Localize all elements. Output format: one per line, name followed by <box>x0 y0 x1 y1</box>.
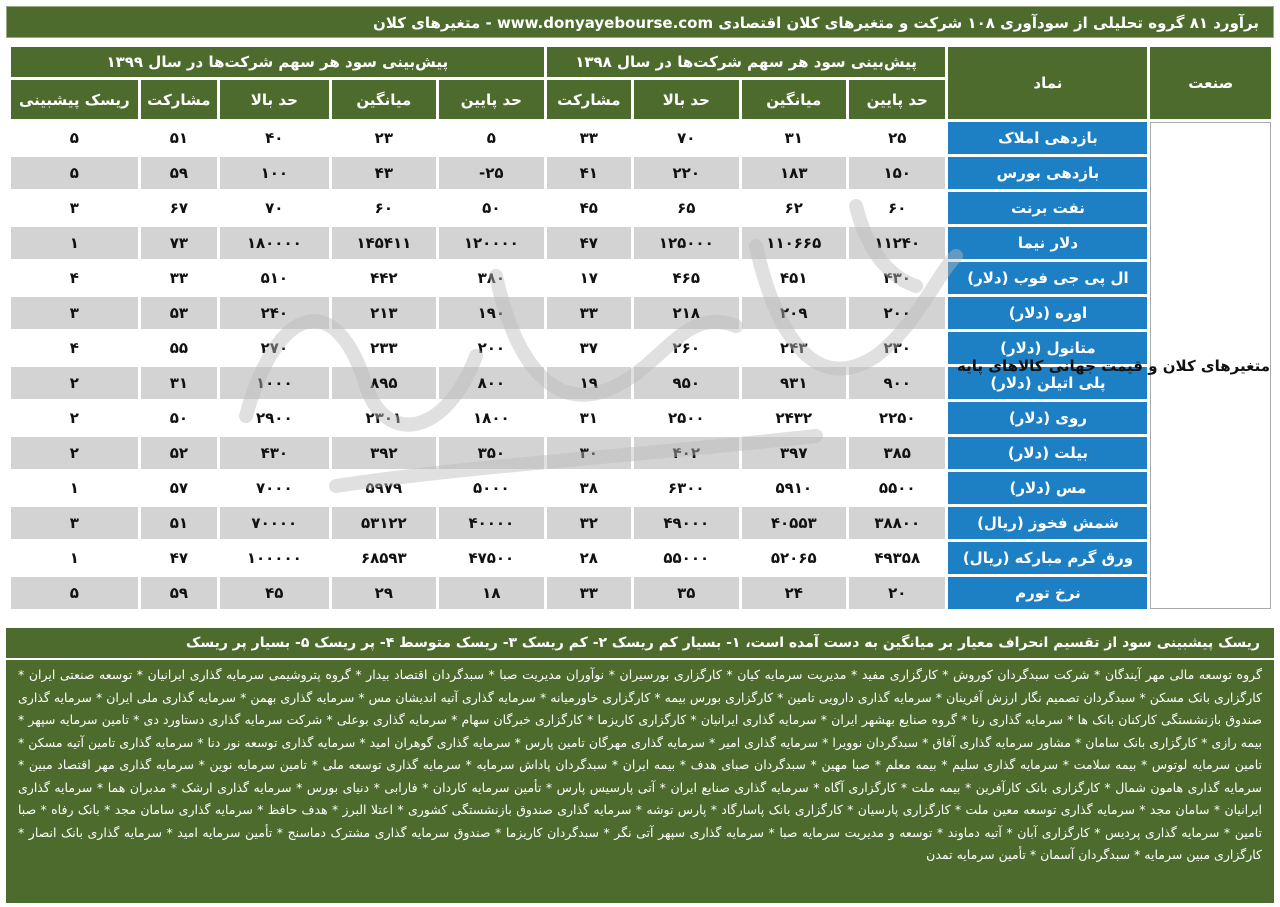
participation-1399-cell: ۳۳ <box>141 262 217 294</box>
high-1398-cell: ۱۲۵۰۰۰ <box>634 227 739 259</box>
low-1398-cell: ۳۸۸۰۰ <box>849 507 945 539</box>
risk-1399-cell: ۴ <box>11 262 138 294</box>
low-1399-cell: ۲۵- <box>439 157 544 189</box>
participation-1399-cell: ۵۹ <box>141 157 217 189</box>
low-1399-cell: ۱۲۰۰۰۰ <box>439 227 544 259</box>
symbol-cell: نفت برنت <box>948 192 1147 224</box>
low-1399-cell: ۳۵۰ <box>439 437 544 469</box>
high-1399-cell: ۷۰ <box>220 192 329 224</box>
low-1398-cell: ۵۵۰۰ <box>849 472 945 504</box>
symbol-cell: نرخ تورم <box>948 577 1147 609</box>
table-row <box>11 437 1271 469</box>
symbol-cell: روی (دلار) <box>948 402 1147 434</box>
avg-1399-cell: ۴۴۲ <box>332 262 437 294</box>
avg-1398-cell: ۱۱۰۶۶۵ <box>742 227 847 259</box>
participation-1398-cell: ۳۳ <box>547 297 631 329</box>
risk-1399-cell: ۱ <box>11 542 138 574</box>
participation-1398-cell: ۳۸ <box>547 472 631 504</box>
high-1399-cell: ۱۰۰ <box>220 157 329 189</box>
avg-1399-cell: ۵۳۱۲۲ <box>332 507 437 539</box>
participation-1399-cell: ۷۳ <box>141 227 217 259</box>
header-symbol: نماد <box>948 47 1147 119</box>
low-1399-cell: ۳۸۰ <box>439 262 544 294</box>
header-participation-1399: مشارکت <box>141 80 217 119</box>
symbol-cell: بازدهی بورس <box>948 157 1147 189</box>
table-row <box>11 192 1271 224</box>
participation-1398-cell: ۳۱ <box>547 402 631 434</box>
avg-1398-cell: ۶۲ <box>742 192 847 224</box>
high-1398-cell: ۶۵ <box>634 192 739 224</box>
low-1398-cell: ۱۵۰ <box>849 157 945 189</box>
high-1399-cell: ۴۳۰ <box>220 437 329 469</box>
avg-1399-cell: ۲۳ <box>332 122 437 154</box>
high-1398-cell: ۴۹۰۰۰ <box>634 507 739 539</box>
low-1399-cell: ۲۰۰ <box>439 332 544 364</box>
table-row <box>11 262 1271 294</box>
high-1399-cell: ۵۱۰ <box>220 262 329 294</box>
avg-1398-cell: ۳۹۷ <box>742 437 847 469</box>
participation-1399-cell: ۵۹ <box>141 577 217 609</box>
avg-1399-cell: ۲۳۰۱ <box>332 402 437 434</box>
symbol-cell: اوره (دلار) <box>948 297 1147 329</box>
avg-1399-cell: ۳۹۲ <box>332 437 437 469</box>
table-row <box>11 297 1271 329</box>
header-avg-1399: میانگین <box>332 80 437 119</box>
high-1398-cell: ۳۵ <box>634 577 739 609</box>
risk-1399-cell: ۵ <box>11 577 138 609</box>
high-1398-cell: ۲۶۰ <box>634 332 739 364</box>
low-1399-cell: ۵۰ <box>439 192 544 224</box>
avg-1398-cell: ۵۹۱۰ <box>742 472 847 504</box>
avg-1398-cell: ۳۱ <box>742 122 847 154</box>
symbol-cell: مس (دلار) <box>948 472 1147 504</box>
low-1399-cell: ۱۸ <box>439 577 544 609</box>
participation-1399-cell: ۵۱ <box>141 507 217 539</box>
page <box>6 6 1274 903</box>
table-row <box>11 507 1271 539</box>
header-group-1399: پیش‌بینی سود هر سهم شرکت‌ها در سال ۱۳۹۹ <box>11 47 544 77</box>
low-1398-cell: ۲۵ <box>849 122 945 154</box>
participation-1399-cell: ۵۳ <box>141 297 217 329</box>
header-high-1398: حد بالا <box>634 80 739 119</box>
participation-1398-cell: ۱۹ <box>547 367 631 399</box>
high-1398-cell: ۴۶۵ <box>634 262 739 294</box>
participation-1399-cell: ۵۵ <box>141 332 217 364</box>
high-1398-cell: ۵۵۰۰۰ <box>634 542 739 574</box>
high-1399-cell: ۴۵ <box>220 577 329 609</box>
participation-1398-cell: ۳۷ <box>547 332 631 364</box>
avg-1398-cell: ۴۰۵۵۳ <box>742 507 847 539</box>
risk-1399-cell: ۲ <box>11 402 138 434</box>
header-participation-1398: مشارکت <box>547 80 631 119</box>
symbol-cell: ورق گرم مبارکه (ریال) <box>948 542 1147 574</box>
participation-1398-cell: ۴۱ <box>547 157 631 189</box>
high-1399-cell: ۴۰ <box>220 122 329 154</box>
participation-1398-cell: ۴۷ <box>547 227 631 259</box>
avg-1398-cell: ۲۴ <box>742 577 847 609</box>
high-1399-cell: ۲۷۰ <box>220 332 329 364</box>
avg-1398-cell: ۲۰۹ <box>742 297 847 329</box>
risk-1399-cell: ۲ <box>11 437 138 469</box>
low-1398-cell: ۳۸۵ <box>849 437 945 469</box>
high-1398-cell: ۶۳۰۰ <box>634 472 739 504</box>
participation-1399-cell: ۵۰ <box>141 402 217 434</box>
contributors-list: گروه توسعه مالی مهر آیندگان * شرکت سبدگردان کوروش * کارگزاری مفید * مدیریت سرمایه کیان * کارگزاری بورسیران * نوآوران مدیریت صبا * سبدگردان اقتصاد بیدار * گروه پتروشیمی سرمایه گذاری ایرانیان * توسعه صنعتی ایران * کارگزاری بانک مسکن * سبدگردان تصمیم نگار ارزش آفرینان * سرمایه گذاری دارویی تامین * کارگزاری بورس بیمه * کارگزاری خاورمیانه * سرمایه گذاری آتیه اندیشان مس * سرمایه گذاری بهمن * سرمایه گذاری ملی ایران * سرمایه گذاری صندوق بازنشستگی کارکنان بانک ها * سرمایه گذاری رنا * گروه صنایع بهشهر ایران * سرمایه گذاری ایرانیان * کارگزاری کاریزما * کارگزاری خبرگان سهام * سرمایه گذاری بوعلی * شرکت سرمایه گذاری دستاورد دی * تامین سرمایه سپهر * بیمه رازی * کارگزاری بانک سامان * مشاور سرمایه گذاری آفاق * سبدگردان نوویرا * سرمایه گذاری امیر * سرمایه گذاری مهرگان تامین پارس * سرمایه گذاری گوهران امید * سرمایه گذاری توسعه نور دنا * سرمایه گذاری تامین آتیه مسکن * تامین سرمایه لوتوس * بیمه سلامت * سرمایه گذاری سلیم * بیمه معلم * صبا مهین * سبدگردان صبای هدف * بیمه ایران * سبدگردان پاداش سرمایه * سرمایه گذاری توسعه ملی * تامین سرمایه نوین * سرمایه گذاری مهر اقتصاد مبین * سرمایه گذاری هامون شمال * کارگزاری بانک کارآفرین * بیمه ملت * کارگزاری آگاه * سرمایه گذاری صنایع ایران * آتی پارسیس پارس * تأمین سرمایه کاردان * فارابی * دنیای بورس * سرمایه گذاری ارشک * مدبران هما * سرمایه گذاری ایرانیان * سامان مجد * سرمایه گذاری توسعه معین ملت * کارگزاری پارسیان * کارگزاری بانک پاسارگاد * پارس توشه * سرمایه گذاری صندوق بازنشستگی کشوری * اعتلا البرز * هدف حافظ * سرمایه گذاری سامان مجد * بانک رفاه * صبا تامین * سرمایه گذاری پردیس * کارگزاری آبان * آتیه دماوند * توسعه و مدیریت سرمایه صبا * سرمایه گذاری سپهر آتی نگر * سبدگردان کاریزما * صندوق سرمایه گذاری مشترک دماسنج * تأمین سرمایه امید * سرمایه گذاری بانک انصار * کارگزاری مبین سرمایه * سبدگردان آسمان * تأمین سرمایه تمدن <box>6 660 1274 903</box>
symbol-cell: پلی اتیلن (دلار) <box>948 367 1147 399</box>
high-1398-cell: ۲۵۰۰ <box>634 402 739 434</box>
high-1398-cell: ۲۱۸ <box>634 297 739 329</box>
avg-1398-cell: ۹۳۱ <box>742 367 847 399</box>
low-1399-cell: ۱۹۰ <box>439 297 544 329</box>
participation-1399-cell: ۳۱ <box>141 367 217 399</box>
participation-1398-cell: ۳۰ <box>547 437 631 469</box>
participation-1398-cell: ۴۵ <box>547 192 631 224</box>
low-1398-cell: ۶۰ <box>849 192 945 224</box>
symbol-cell: بیلت (دلار) <box>948 437 1147 469</box>
participation-1398-cell: ۳۲ <box>547 507 631 539</box>
avg-1399-cell: ۴۳ <box>332 157 437 189</box>
avg-1399-cell: ۱۴۵۴۱۱ <box>332 227 437 259</box>
low-1398-cell: ۹۰۰ <box>849 367 945 399</box>
table-row <box>11 227 1271 259</box>
header-industry: صنعت <box>1150 47 1271 119</box>
avg-1399-cell: ۲۱۳ <box>332 297 437 329</box>
industry-category: متغیرهای کلان و قیمت جهانی کالاهای پایه <box>1150 122 1271 609</box>
risk-1399-cell: ۱ <box>11 472 138 504</box>
low-1399-cell: ۵۰۰۰ <box>439 472 544 504</box>
risk-1399-cell: ۱ <box>11 227 138 259</box>
participation-1398-cell: ۲۸ <box>547 542 631 574</box>
risk-1399-cell: ۳ <box>11 297 138 329</box>
symbol-cell: متانول (دلار) <box>948 332 1147 364</box>
macro-table <box>8 44 1274 612</box>
symbol-cell: دلار نیما <box>948 227 1147 259</box>
table-body <box>11 122 1271 609</box>
risk-1399-cell: ۳ <box>11 192 138 224</box>
risk-1399-cell: ۵ <box>11 157 138 189</box>
low-1399-cell: ۴۰۰۰۰ <box>439 507 544 539</box>
avg-1398-cell: ۱۸۳ <box>742 157 847 189</box>
avg-1399-cell: ۵۹۷۹ <box>332 472 437 504</box>
avg-1399-cell: ۶۰ <box>332 192 437 224</box>
table-row <box>11 122 1271 154</box>
low-1399-cell: ۵ <box>439 122 544 154</box>
low-1399-cell: ۴۷۵۰۰ <box>439 542 544 574</box>
risk-1399-cell: ۳ <box>11 507 138 539</box>
low-1398-cell: ۱۱۲۴۰ <box>849 227 945 259</box>
high-1398-cell: ۷۰ <box>634 122 739 154</box>
risk-1399-cell: ۵ <box>11 122 138 154</box>
page-title: برآورد ۸۱ گروه تحلیلی از سودآوری ۱۰۸ شرکت و متغیرهای کلان اقتصادی www.donyayebourse.com - متغیرهای کلان <box>6 6 1274 38</box>
header-low-1398: حد پایین <box>849 80 945 119</box>
table-row <box>11 542 1271 574</box>
low-1398-cell: ۲۲۵۰ <box>849 402 945 434</box>
low-1398-cell: ۴۹۳۵۸ <box>849 542 945 574</box>
participation-1399-cell: ۴۷ <box>141 542 217 574</box>
participation-1399-cell: ۵۲ <box>141 437 217 469</box>
high-1398-cell: ۴۰۲ <box>634 437 739 469</box>
table-row <box>11 157 1271 189</box>
avg-1398-cell: ۵۲۰۶۵ <box>742 542 847 574</box>
header-group-1398: پیش‌بینی سود هر سهم شرکت‌ها در سال ۱۳۹۸ <box>547 47 946 77</box>
high-1399-cell: ۷۰۰۰۰ <box>220 507 329 539</box>
high-1399-cell: ۱۸۰۰۰۰ <box>220 227 329 259</box>
header-risk-1399: ریسک پیشبینی <box>11 80 138 119</box>
participation-1398-cell: ۳۳ <box>547 577 631 609</box>
header-avg-1398: میانگین <box>742 80 847 119</box>
high-1398-cell: ۲۲۰ <box>634 157 739 189</box>
high-1399-cell: ۱۰۰۰ <box>220 367 329 399</box>
avg-1399-cell: ۶۸۵۹۳ <box>332 542 437 574</box>
avg-1399-cell: ۲۹ <box>332 577 437 609</box>
avg-1398-cell: ۲۴۳۲ <box>742 402 847 434</box>
high-1399-cell: ۲۴۰ <box>220 297 329 329</box>
avg-1399-cell: ۸۹۵ <box>332 367 437 399</box>
high-1399-cell: ۲۹۰۰ <box>220 402 329 434</box>
symbol-cell: بازدهی املاک <box>948 122 1147 154</box>
participation-1399-cell: ۵۷ <box>141 472 217 504</box>
participation-1398-cell: ۱۷ <box>547 262 631 294</box>
avg-1398-cell: ۲۴۳ <box>742 332 847 364</box>
low-1398-cell: ۲۳۰ <box>849 332 945 364</box>
high-1398-cell: ۹۵۰ <box>634 367 739 399</box>
participation-1399-cell: ۶۷ <box>141 192 217 224</box>
participation-1399-cell: ۵۱ <box>141 122 217 154</box>
table-row <box>11 577 1271 609</box>
participation-1398-cell: ۳۳ <box>547 122 631 154</box>
symbol-cell: ال پی جی فوب (دلار) <box>948 262 1147 294</box>
low-1398-cell: ۴۳۰ <box>849 262 945 294</box>
avg-1398-cell: ۴۵۱ <box>742 262 847 294</box>
low-1398-cell: ۲۰۰ <box>849 297 945 329</box>
risk-1399-cell: ۲ <box>11 367 138 399</box>
symbol-cell: شمش فخوز (ریال) <box>948 507 1147 539</box>
avg-1399-cell: ۲۳۳ <box>332 332 437 364</box>
low-1398-cell: ۲۰ <box>849 577 945 609</box>
table-row <box>11 472 1271 504</box>
risk-1399-cell: ۴ <box>11 332 138 364</box>
high-1399-cell: ۷۰۰۰ <box>220 472 329 504</box>
header-high-1399: حد بالا <box>220 80 329 119</box>
low-1399-cell: ۱۸۰۰ <box>439 402 544 434</box>
risk-legend: ریسک پیشبینی سود از تقسیم انحراف معیار بر میانگین به دست آمده است، ۱- بسیار کم ریسک ۲- کم ریسک ۳- ریسک متوسط ۴- پر ریسک ۵- بسیار پر ریسک <box>6 628 1274 658</box>
high-1399-cell: ۱۰۰۰۰۰ <box>220 542 329 574</box>
low-1399-cell: ۸۰۰ <box>439 367 544 399</box>
header-low-1399: حد پایین <box>439 80 544 119</box>
table-row <box>11 402 1271 434</box>
